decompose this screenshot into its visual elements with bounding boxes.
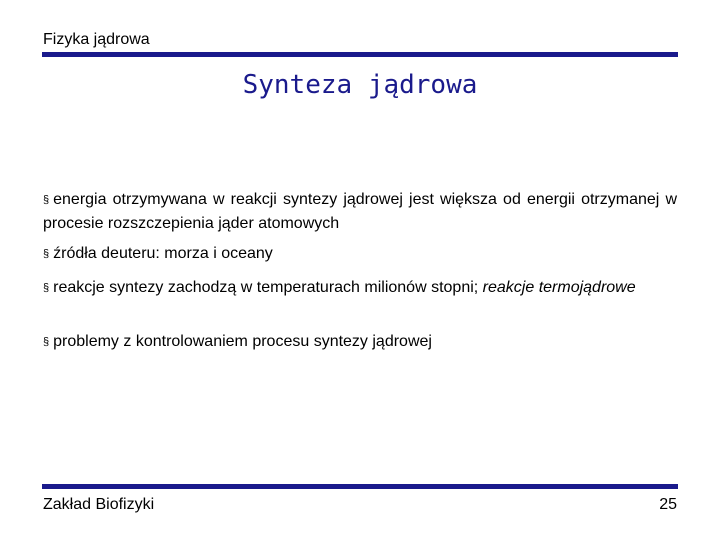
bullet-text: problemy z kontrolowaniem procesu syntezy jądrowej (53, 333, 432, 350)
footer-rule (42, 484, 678, 489)
page-number: 25 (659, 496, 677, 513)
bullet-item (43, 330, 432, 354)
footer-department: Zakład Biofizyki (43, 496, 155, 513)
bullet-text: źródła deuteru: morza i oceany (53, 245, 273, 262)
header-rule (42, 52, 678, 57)
bullet-item (43, 188, 677, 235)
bullet-item (43, 242, 273, 266)
bullet-text: reakcje syntezy zachodzą w temperaturach milionów stopni; (53, 279, 479, 296)
header-title: Fizyka jądrowa (43, 31, 150, 48)
bullet-marker-icon: § (43, 194, 50, 206)
slide-title: Synteza jądrowa (242, 70, 478, 100)
bullet-emphasis: reakcje termojądrowe (482, 279, 636, 296)
bullet-text: energia otrzymywana w reakcji syntezy jądrowej jest większa od energii otrzymanej w procesie rozszczepienia jąder atomowych (43, 191, 677, 232)
bullet-marker-icon: § (43, 336, 50, 348)
bullet-marker-icon: § (43, 282, 50, 294)
bullet-marker-icon: § (43, 248, 50, 260)
bullet-item (43, 276, 636, 300)
